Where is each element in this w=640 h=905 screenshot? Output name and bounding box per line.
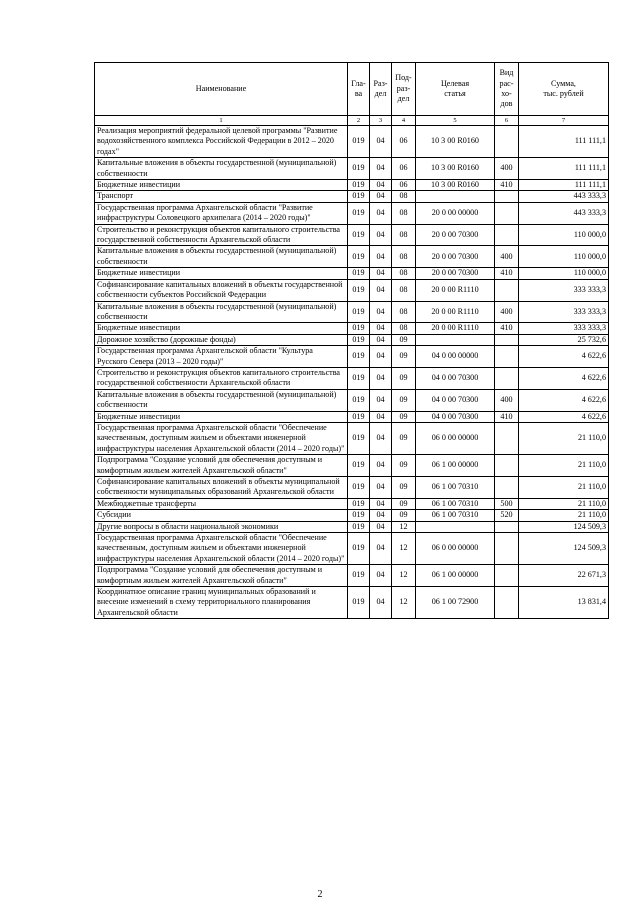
row-target-cell: 06 1 00 70310 [416, 510, 495, 521]
row-glava-cell: 019 [348, 367, 370, 389]
column-number: 6 [495, 116, 519, 126]
row-name-cell: Государственная программа Архангельской области "Культура Русского Севера (2013 – 2020 годы)" [95, 346, 348, 368]
row-razdel-cell: 04 [370, 389, 392, 411]
row-razdel-cell: 04 [370, 455, 392, 477]
row-razdel-cell: 04 [370, 323, 392, 334]
row-vid-cell: 500 [495, 498, 519, 509]
row-podrazdel-cell: 06 [392, 180, 416, 191]
row-podrazdel-cell: 12 [392, 565, 416, 587]
row-name-cell: Другие вопросы в области национальной экономики [95, 521, 348, 532]
row-glava-cell: 019 [348, 323, 370, 334]
row-sum-cell: 333 333,3 [519, 323, 609, 334]
row-target-cell: 06 1 00 00000 [416, 455, 495, 477]
row-name-cell: Государственная программа Архангельской области "Развитие инфраструктуры Соловецкого архипелага (2014 – 2020 годы)" [95, 202, 348, 224]
row-podrazdel-cell: 09 [392, 455, 416, 477]
row-vid-cell: 520 [495, 510, 519, 521]
table-row [95, 455, 609, 477]
row-name-cell: Капитальные вложения в объекты государственной (муниципальной) собственности [95, 389, 348, 411]
row-sum-cell: 124 509,3 [519, 533, 609, 565]
row-target-cell: 20 0 00 00000 [416, 202, 495, 224]
row-target-cell: 06 1 00 70310 [416, 498, 495, 509]
row-vid-cell [495, 477, 519, 499]
row-razdel-cell: 04 [370, 158, 392, 180]
table-row [95, 411, 609, 422]
page-number: 2 [317, 889, 323, 900]
row-glava-cell: 019 [348, 455, 370, 477]
row-glava-cell: 019 [348, 158, 370, 180]
row-name-cell: Государственная программа Архангельской области "Обеспечение качественным, доступным жильем и объектами инженерной инфраструктуры населения Архангельской области (2014 – 2020 годы)" [95, 422, 348, 454]
row-vid-cell [495, 455, 519, 477]
table-row [95, 268, 609, 279]
row-target-cell: 06 1 00 00000 [416, 565, 495, 587]
row-name-cell: Дорожное хозяйство (дорожные фонды) [95, 334, 348, 345]
row-razdel-cell: 04 [370, 224, 392, 246]
row-name-cell: Транспорт [95, 191, 348, 202]
row-podrazdel-cell: 08 [392, 191, 416, 202]
row-sum-cell: 4 622,6 [519, 367, 609, 389]
header-name: Наименование [95, 63, 348, 116]
row-sum-cell: 110 000,0 [519, 268, 609, 279]
row-sum-cell: 21 110,0 [519, 498, 609, 509]
table-row [95, 202, 609, 224]
row-name-cell: Строительство и реконструкция объектов капитального строительства государственной собственности Архангельской области [95, 367, 348, 389]
row-podrazdel-cell: 08 [392, 323, 416, 334]
row-razdel-cell: 04 [370, 126, 392, 158]
row-name-cell: Бюджетные инвестиции [95, 323, 348, 334]
row-sum-cell: 111 111,1 [519, 126, 609, 158]
row-glava-cell: 019 [348, 533, 370, 565]
row-glava-cell: 019 [348, 565, 370, 587]
header-row [95, 63, 609, 116]
row-target-cell: 20 0 00 70300 [416, 224, 495, 246]
row-podrazdel-cell: 06 [392, 158, 416, 180]
header-vid: Вид рас- хо- дов [495, 63, 519, 116]
row-target-cell: 04 0 00 70300 [416, 411, 495, 422]
row-podrazdel-cell: 09 [392, 510, 416, 521]
row-name-cell: Софинансирование капитальных вложений в объекты государственной собственности субъектов Российской Федерации [95, 279, 348, 301]
row-razdel-cell: 04 [370, 510, 392, 521]
table-row [95, 301, 609, 323]
row-name-cell: Подпрограмма "Создание условий для обеспечения доступным и комфортным жильем жителей Архангельской области" [95, 565, 348, 587]
column-number: 5 [416, 116, 495, 126]
row-target-cell: 06 1 00 72900 [416, 587, 495, 619]
row-sum-cell: 333 333,3 [519, 301, 609, 323]
row-name-cell: Софинансирование капитальных вложений в объекты муниципальной собственности муниципальных образований Архангельской области [95, 477, 348, 499]
row-sum-cell: 111 111,1 [519, 158, 609, 180]
table-row [95, 334, 609, 345]
table-row [95, 224, 609, 246]
row-name-cell: Строительство и реконструкция объектов капитального строительства государственной собственности Архангельской области [95, 224, 348, 246]
row-razdel-cell: 04 [370, 587, 392, 619]
table-row [95, 126, 609, 158]
row-glava-cell: 019 [348, 510, 370, 521]
row-vid-cell [495, 126, 519, 158]
row-vid-cell: 400 [495, 301, 519, 323]
row-glava-cell: 019 [348, 334, 370, 345]
row-sum-cell: 443 333,3 [519, 191, 609, 202]
row-sum-cell: 110 000,0 [519, 246, 609, 268]
row-podrazdel-cell: 08 [392, 246, 416, 268]
row-vid-cell [495, 533, 519, 565]
table-row [95, 498, 609, 509]
row-target-cell: 04 0 00 70300 [416, 367, 495, 389]
row-vid-cell [495, 422, 519, 454]
row-target-cell: 10 3 00 R0160 [416, 180, 495, 191]
row-podrazdel-cell: 09 [392, 411, 416, 422]
table-row [95, 367, 609, 389]
table-row [95, 565, 609, 587]
row-podrazdel-cell: 08 [392, 279, 416, 301]
row-target-cell: 06 0 00 00000 [416, 533, 495, 565]
row-podrazdel-cell: 09 [392, 334, 416, 345]
table-row [95, 422, 609, 454]
row-vid-cell [495, 367, 519, 389]
row-name-cell: Субсидии [95, 510, 348, 521]
row-glava-cell: 019 [348, 587, 370, 619]
row-vid-cell [495, 334, 519, 345]
table-body [95, 126, 609, 619]
row-name-cell: Капитальные вложения в объекты государственной (муниципальной) собственности [95, 246, 348, 268]
header-target: Целевая статья [416, 63, 495, 116]
header-podrazdel: Под- раз- дел [392, 63, 416, 116]
row-name-cell: Капитальные вложения в объекты государственной (муниципальной) собственности [95, 301, 348, 323]
column-number: 3 [370, 116, 392, 126]
row-podrazdel-cell: 09 [392, 477, 416, 499]
row-target-cell: 06 0 00 00000 [416, 422, 495, 454]
row-razdel-cell: 04 [370, 180, 392, 191]
row-razdel-cell: 04 [370, 521, 392, 532]
row-podrazdel-cell: 12 [392, 587, 416, 619]
row-sum-cell: 21 110,0 [519, 422, 609, 454]
row-target-cell [416, 521, 495, 532]
row-name-cell: Бюджетные инвестиции [95, 180, 348, 191]
row-name-cell: Подпрограмма "Создание условий для обеспечения доступным и комфортным жильем жителей Архангельской области" [95, 455, 348, 477]
table-row [95, 389, 609, 411]
row-sum-cell: 21 110,0 [519, 477, 609, 499]
row-glava-cell: 019 [348, 246, 370, 268]
row-podrazdel-cell: 09 [392, 498, 416, 509]
table-row [95, 180, 609, 191]
table-row [95, 323, 609, 334]
row-glava-cell: 019 [348, 191, 370, 202]
table-row [95, 510, 609, 521]
row-razdel-cell: 04 [370, 533, 392, 565]
row-razdel-cell: 04 [370, 422, 392, 454]
row-vid-cell [495, 202, 519, 224]
row-target-cell: 20 0 00 70300 [416, 246, 495, 268]
row-sum-cell: 333 333,3 [519, 279, 609, 301]
row-razdel-cell: 04 [370, 202, 392, 224]
row-sum-cell: 22 671,3 [519, 565, 609, 587]
row-podrazdel-cell: 12 [392, 533, 416, 565]
row-sum-cell: 4 622,6 [519, 389, 609, 411]
row-podrazdel-cell: 08 [392, 202, 416, 224]
row-name-cell: Межбюджетные трансферты [95, 498, 348, 509]
row-sum-cell: 443 333,3 [519, 202, 609, 224]
column-number: 2 [348, 116, 370, 126]
row-target-cell: 10 3 00 R0160 [416, 126, 495, 158]
row-target-cell: 04 0 00 70300 [416, 389, 495, 411]
row-podrazdel-cell: 09 [392, 346, 416, 368]
row-razdel-cell: 04 [370, 477, 392, 499]
table-row [95, 246, 609, 268]
row-glava-cell: 019 [348, 498, 370, 509]
row-podrazdel-cell: 06 [392, 126, 416, 158]
row-sum-cell: 4 622,6 [519, 411, 609, 422]
row-sum-cell: 4 622,6 [519, 346, 609, 368]
table-row [95, 477, 609, 499]
column-number: 7 [519, 116, 609, 126]
row-vid-cell: 400 [495, 246, 519, 268]
row-vid-cell [495, 191, 519, 202]
row-glava-cell: 019 [348, 521, 370, 532]
row-podrazdel-cell: 09 [392, 367, 416, 389]
row-glava-cell: 019 [348, 268, 370, 279]
row-name-cell: Координатное описание границ муниципальных образований и внесение изменений в схему территориального планирования Архангельской области [95, 587, 348, 619]
row-name-cell: Реализация мероприятий федеральной целевой программы "Развитие водохозяйственного комплекса Российской Федерации в 2012 – 2020 годах" [95, 126, 348, 158]
row-target-cell [416, 191, 495, 202]
row-sum-cell: 111 111,1 [519, 180, 609, 191]
row-razdel-cell: 04 [370, 191, 392, 202]
row-name-cell: Государственная программа Архангельской области "Обеспечение качественным, доступным жильем и объектами инженерной инфраструктуры населения Архангельской области (2014 – 2020 годы)" [95, 533, 348, 565]
table-row [95, 346, 609, 368]
column-number-row [95, 116, 609, 126]
row-glava-cell: 019 [348, 346, 370, 368]
row-name-cell: Бюджетные инвестиции [95, 268, 348, 279]
row-sum-cell: 21 110,0 [519, 455, 609, 477]
row-vid-cell [495, 565, 519, 587]
row-podrazdel-cell: 09 [392, 422, 416, 454]
row-sum-cell: 124 509,3 [519, 521, 609, 532]
row-razdel-cell: 04 [370, 279, 392, 301]
table-row [95, 191, 609, 202]
row-sum-cell: 13 831,4 [519, 587, 609, 619]
row-target-cell: 20 0 00 70300 [416, 268, 495, 279]
row-podrazdel-cell: 09 [392, 389, 416, 411]
row-razdel-cell: 04 [370, 411, 392, 422]
row-target-cell: 04 0 00 00000 [416, 346, 495, 368]
budget-table [94, 62, 609, 619]
row-name-cell: Бюджетные инвестиции [95, 411, 348, 422]
row-vid-cell: 410 [495, 323, 519, 334]
row-razdel-cell: 04 [370, 268, 392, 279]
header-sum: Сумма, тыс. рублей [519, 63, 609, 116]
header-razdel: Раз- дел [370, 63, 392, 116]
row-target-cell: 20 0 00 R1110 [416, 301, 495, 323]
row-target-cell: 10 3 00 R0160 [416, 158, 495, 180]
row-podrazdel-cell: 08 [392, 268, 416, 279]
row-vid-cell [495, 521, 519, 532]
row-name-cell: Капитальные вложения в объекты государственной (муниципальной) собственности [95, 158, 348, 180]
column-number: 1 [95, 116, 348, 126]
row-target-cell: 20 0 00 R1110 [416, 323, 495, 334]
row-razdel-cell: 04 [370, 565, 392, 587]
row-vid-cell [495, 346, 519, 368]
row-target-cell: 20 0 00 R1110 [416, 279, 495, 301]
table-row [95, 533, 609, 565]
column-number: 4 [392, 116, 416, 126]
row-razdel-cell: 04 [370, 498, 392, 509]
row-podrazdel-cell: 08 [392, 224, 416, 246]
row-glava-cell: 019 [348, 411, 370, 422]
row-razdel-cell: 04 [370, 301, 392, 323]
row-razdel-cell: 04 [370, 246, 392, 268]
row-target-cell: 06 1 00 70310 [416, 477, 495, 499]
row-razdel-cell: 04 [370, 346, 392, 368]
table-row [95, 279, 609, 301]
row-razdel-cell: 04 [370, 367, 392, 389]
header-glava: Гла- ва [348, 63, 370, 116]
row-vid-cell [495, 279, 519, 301]
row-vid-cell: 410 [495, 411, 519, 422]
row-glava-cell: 019 [348, 224, 370, 246]
table-row [95, 587, 609, 619]
row-vid-cell: 410 [495, 268, 519, 279]
row-vid-cell: 400 [495, 158, 519, 180]
row-vid-cell: 410 [495, 180, 519, 191]
row-glava-cell: 019 [348, 301, 370, 323]
row-vid-cell [495, 587, 519, 619]
row-sum-cell: 21 110,0 [519, 510, 609, 521]
row-glava-cell: 019 [348, 422, 370, 454]
row-glava-cell: 019 [348, 389, 370, 411]
row-sum-cell: 25 732,6 [519, 334, 609, 345]
row-glava-cell: 019 [348, 279, 370, 301]
row-podrazdel-cell: 08 [392, 301, 416, 323]
table-header [95, 63, 609, 126]
row-razdel-cell: 04 [370, 334, 392, 345]
row-sum-cell: 110 000,0 [519, 224, 609, 246]
table-row [95, 521, 609, 532]
row-glava-cell: 019 [348, 202, 370, 224]
row-glava-cell: 019 [348, 477, 370, 499]
row-vid-cell [495, 224, 519, 246]
row-glava-cell: 019 [348, 126, 370, 158]
row-glava-cell: 019 [348, 180, 370, 191]
row-target-cell [416, 334, 495, 345]
table-row [95, 158, 609, 180]
row-vid-cell: 400 [495, 389, 519, 411]
row-podrazdel-cell: 12 [392, 521, 416, 532]
